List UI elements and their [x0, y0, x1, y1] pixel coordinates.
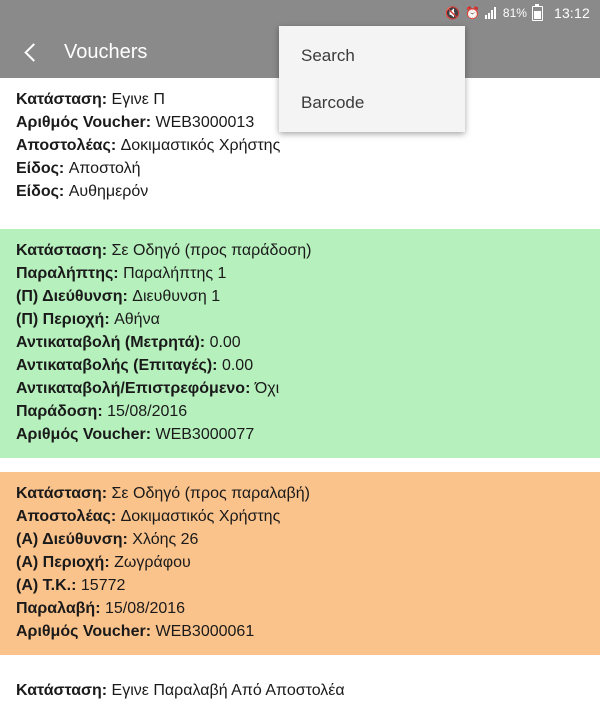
field-value: WEB3000077: [155, 426, 255, 443]
field-value: 0.00: [209, 334, 241, 351]
field-key: (Α) Διεύθυνση:: [16, 531, 133, 548]
field-value: Ζωγράφου: [114, 554, 191, 571]
field-value: Δοκιμαστικός Χρήστης: [120, 508, 281, 525]
field-row: [16, 528, 584, 551]
field-value: Όχι: [254, 380, 280, 397]
field-value: Εγινε Παραλαβή Από Αποστολέα: [111, 682, 345, 699]
field-key: Παραλήπτης:: [16, 265, 124, 282]
field-row: [16, 285, 584, 308]
field-value: Χλόης 26: [132, 531, 199, 548]
field-key: Αποστολέας:: [16, 137, 121, 154]
field-value: WEB3000061: [155, 623, 255, 640]
field-value: Αθήνα: [114, 311, 160, 328]
status-bar: [0, 0, 600, 26]
field-value: Εγινε Π: [111, 91, 165, 108]
field-row: [16, 262, 584, 285]
field-value: 15772: [80, 577, 126, 594]
voucher-list[interactable]: [0, 78, 600, 699]
field-value: Σε Οδηγό (προς παραλαβή): [111, 485, 310, 502]
field-value: Δοκιμαστικός Χρήστης: [120, 137, 281, 154]
field-row: [16, 574, 584, 597]
field-key: Είδος:: [16, 160, 69, 177]
field-row: [16, 157, 584, 180]
field-key: (Π) Περιοχή:: [16, 311, 115, 328]
field-row: [16, 505, 584, 528]
field-value: 15/08/2016: [107, 403, 188, 420]
back-arrow-icon[interactable]: [18, 39, 44, 65]
field-key: Αντικαταβολή/Επιστρεφόμενο:: [16, 380, 255, 397]
field-row: [16, 134, 584, 157]
field-value: Παραλήπτης 1: [123, 265, 227, 282]
menu-item-search[interactable]: Search: [301, 45, 355, 65]
field-value: 15/08/2016: [104, 600, 186, 617]
field-value: Διευθυνση 1: [132, 288, 221, 305]
field-row: [16, 308, 584, 331]
field-key: Αντικαταβολή (Μετρητά):: [16, 334, 210, 351]
status-clock: 13:12: [553, 5, 590, 21]
mute-icon: 🔇: [445, 6, 460, 20]
field-key: Είδος:: [16, 183, 69, 200]
field-key: Κατάσταση:: [16, 91, 112, 108]
field-key: (Π) Διεύθυνση:: [16, 288, 133, 305]
alarm-icon: ⏰: [464, 6, 480, 20]
field-row: [16, 239, 584, 262]
field-key: Κατάσταση:: [16, 682, 112, 699]
field-key: Κατάσταση:: [16, 242, 112, 259]
battery-icon: [532, 6, 543, 21]
field-value: Σε Οδηγό (προς παράδοση): [111, 242, 312, 259]
field-key: Αποστολέας:: [16, 508, 121, 525]
field-row: [16, 679, 584, 702]
field-value: Αποστολή: [68, 160, 141, 177]
signal-icon: [485, 7, 496, 19]
list-item[interactable]: [0, 472, 600, 655]
field-key: Κατάσταση:: [16, 485, 112, 502]
overflow-menu: [279, 26, 465, 132]
list-item[interactable]: [0, 229, 600, 458]
field-key: Αριθμός Voucher:: [16, 623, 156, 640]
status-icons: [445, 5, 590, 21]
field-row: [16, 180, 584, 203]
field-value: 0.00: [221, 357, 254, 374]
field-value: WEB3000013: [155, 114, 255, 131]
field-key: Αντικαταβολής (Επιταγές):: [16, 357, 222, 374]
field-row: [16, 620, 584, 643]
field-value: Αυθημερόν: [68, 183, 149, 200]
field-row: [16, 377, 584, 400]
field-row: [16, 400, 584, 423]
field-row: [16, 331, 584, 354]
list-item[interactable]: [0, 669, 600, 714]
field-row: [16, 482, 584, 505]
field-row: [16, 597, 584, 620]
field-key: (Α) Τ.Κ.:: [16, 577, 81, 594]
field-row: [16, 423, 584, 446]
field-row: [16, 551, 584, 574]
field-key: Παράδοση:: [16, 403, 108, 420]
field-row: [16, 354, 584, 377]
field-key: Αριθμός Voucher:: [16, 426, 156, 443]
battery-percent: 81%: [502, 6, 527, 20]
field-key: Παραλαβή:: [16, 600, 105, 617]
menu-item-barcode[interactable]: Barcode: [301, 92, 365, 112]
page-title: Vouchers: [64, 40, 148, 63]
field-key: Αριθμός Voucher:: [16, 114, 156, 131]
field-key: (Α) Περιοχή:: [16, 554, 115, 571]
